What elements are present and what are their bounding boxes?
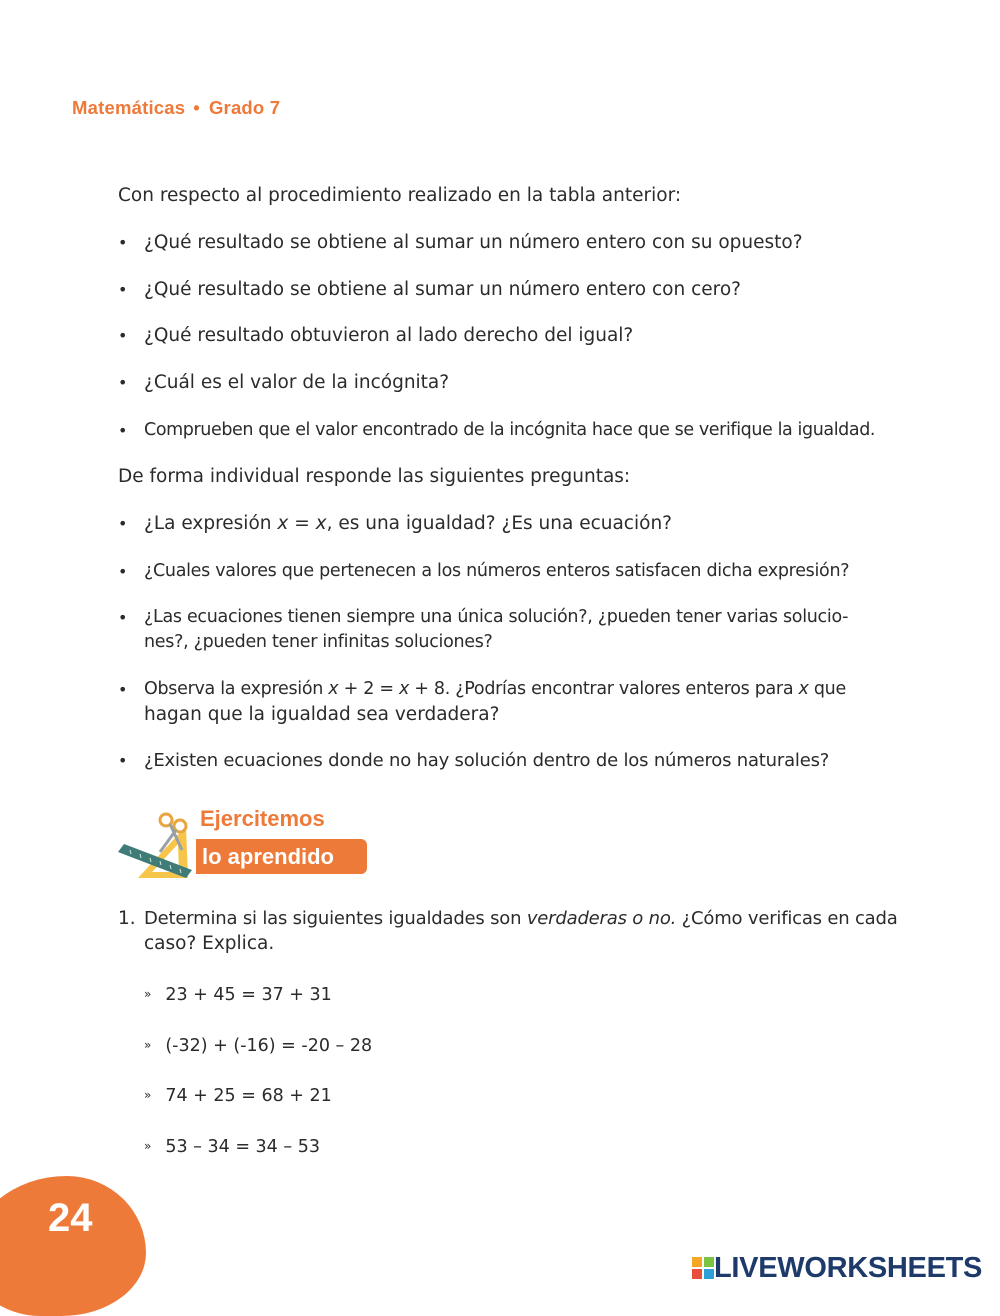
grade-label: Grado 7 <box>208 97 281 118</box>
logo-grid-icon <box>692 1257 714 1279</box>
intro-text: Con respecto al procedimiento realizado en la tabla anterior: <box>118 185 682 206</box>
question-item: ¿Qué resultado obtuvieron al lado derecho del igual? <box>144 325 634 346</box>
bullet-icon: • <box>118 326 128 345</box>
question-item-line1: Observa la expresión x + 2 = x + 8. ¿Podrías encontrar valores enteros para x que <box>144 679 846 699</box>
bullet-icon: • <box>118 233 128 252</box>
raquo-icon: » <box>144 1088 152 1102</box>
equation-item: » 74 + 25 = 68 + 21 <box>144 1086 332 1106</box>
liveworksheets-logo <box>692 1252 982 1286</box>
bullet-icon: • <box>118 562 128 581</box>
exercise-prompt-line2: caso? Explica. <box>144 933 275 954</box>
badge-title: Ejercitemos <box>200 806 325 831</box>
raquo-icon: » <box>144 1038 152 1052</box>
question-item-line1: ¿Las ecuaciones tienen siempre una única solución?, ¿pueden tener varias solucio- <box>144 607 849 627</box>
question-item: ¿Qué resultado se obtiene al sumar un número entero con cero? <box>144 279 741 300</box>
exercise-number: 1. <box>118 908 136 929</box>
question-item: Comprueben que el valor encontrado de la incógnita hace que se verifique la igualdad. <box>144 420 876 440</box>
bullet-icon: • <box>118 280 128 299</box>
header-separator: • <box>193 97 200 118</box>
bullet-icon: • <box>118 751 128 770</box>
page-header <box>72 97 280 119</box>
question-item-line2: hagan que la igualdad sea verdadera? <box>144 704 500 725</box>
badge-subtitle: lo aprendido <box>196 839 367 874</box>
raquo-icon: » <box>144 1139 152 1153</box>
question-item: ¿Cuales valores que pertenecen a los números enteros satisfacen dicha expresión? <box>144 561 850 581</box>
question-item: ¿La expresión x = x, es una igualdad? ¿Es una ecuación? <box>144 513 672 534</box>
bullet-icon: • <box>118 514 128 533</box>
ruler-scissors-icon <box>116 806 198 882</box>
question-item: ¿Qué resultado se obtiene al sumar un número entero con su opuesto? <box>144 232 803 253</box>
page-number: 24 <box>48 1196 93 1240</box>
individual-intro: De forma individual responde las siguientes preguntas: <box>118 466 631 487</box>
bullet-icon: • <box>118 608 128 627</box>
bullet-icon: • <box>118 373 128 392</box>
logo-text: LIVEWORKSHEETS <box>714 1252 983 1284</box>
equation-item: » 23 + 45 = 37 + 31 <box>144 985 332 1005</box>
page-number-badge <box>0 1176 146 1316</box>
question-item: ¿Cuál es el valor de la incógnita? <box>144 372 450 393</box>
equation-item: » (-32) + (-16) = -20 – 28 <box>144 1036 373 1056</box>
question-item: ¿Existen ecuaciones donde no hay solución dentro de los números naturales? <box>144 750 830 771</box>
raquo-icon: » <box>144 987 152 1001</box>
bullet-icon: • <box>118 421 128 440</box>
question-item-line2: nes?, ¿pueden tener infinitas soluciones? <box>144 632 493 652</box>
bullet-icon: • <box>118 680 128 699</box>
subject-label: Matemáticas <box>72 97 186 118</box>
equation-item: » 53 – 34 = 34 – 53 <box>144 1137 320 1157</box>
exercise-prompt-line1: Determina si las siguientes igualdades son verdaderas o no. ¿Cómo verificas en cada <box>144 908 898 929</box>
section-badge <box>116 806 372 882</box>
